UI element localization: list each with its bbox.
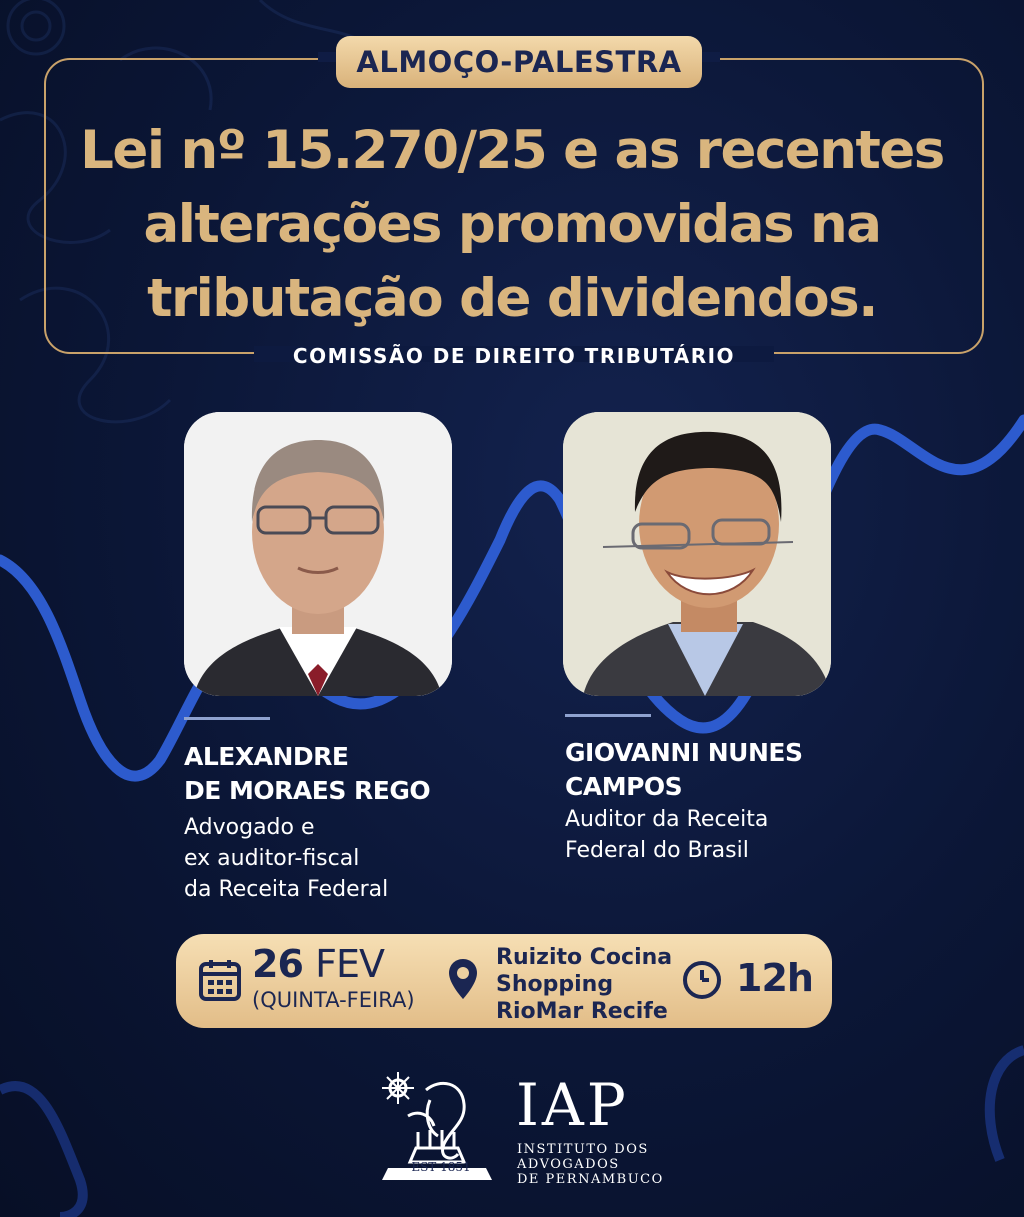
logo-institute-name: INSTITUTO DOS ADVOGADOS DE PERNAMBUCO [517,1142,664,1187]
commission-name: COMISSÃO DE DIREITO TRIBUTÁRIO [292,344,736,368]
calendar-icon [198,958,242,1002]
event-time: 12h [736,956,813,1000]
title-line: alterações promovidas na [143,194,881,255]
speaker-divider-2 [565,714,651,717]
event-location: Ruizito Cocina Shopping RioMar Recife [496,945,673,1024]
speaker-divider-1 [184,717,270,720]
speaker-photo-1 [184,412,452,696]
event-type-badge: ALMOÇO-PALESTRA [336,36,702,88]
event-date: 26 FEV [252,942,384,986]
speaker-role-1: Advogado e ex auditor-fiscal da Receita Federal [184,815,389,902]
location-pin-icon [448,958,478,1000]
event-weekday: (QUINTA-FEIRA) [252,988,415,1012]
event-title [60,114,964,336]
decorative-wave [0,420,1024,776]
speaker-role-2: Auditor da Receita Federal do Brasil [565,807,769,863]
clock-icon [682,960,722,1000]
title-line: tributação de dividendos. [147,268,877,329]
speaker-name-1: ALEXANDRE DE MORAES REGO [184,742,431,805]
logo-est-label: EST 1851 [411,1160,471,1174]
speaker-name-2: GIOVANNI NUNES CAMPOS [565,738,803,801]
speaker-photo-2 [563,412,831,696]
title-line: Lei nº 15.270/25 e as recentes [80,120,944,181]
logo-acronym: IAP [516,1071,629,1139]
